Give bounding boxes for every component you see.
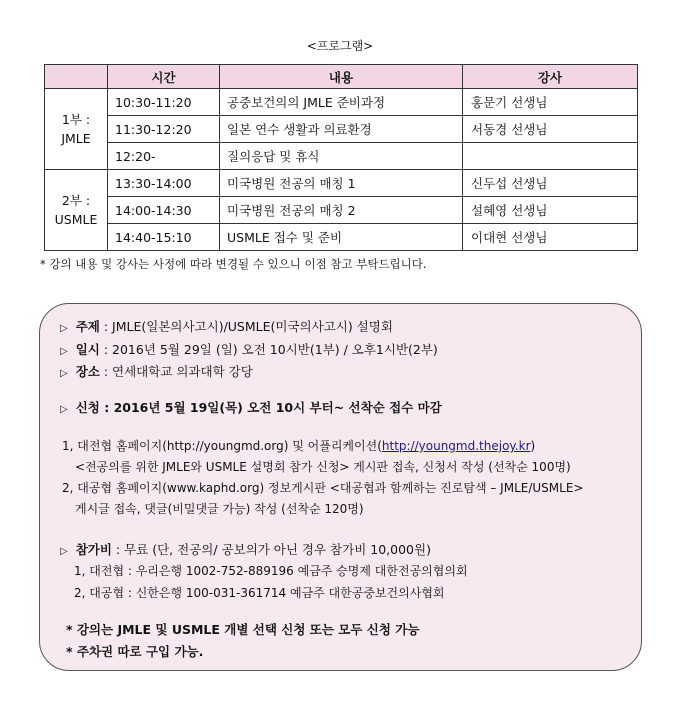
table-row (45, 116, 638, 143)
date-line (60, 340, 438, 358)
part-1-line2: JMLE (61, 131, 91, 146)
event-info-box (39, 303, 642, 671)
fee-account-1: 1, 대전협 : 우리은행 1002-752-889196 예금주 승명제 대한전공의협의회 (74, 564, 468, 578)
header-time: 시간 (108, 65, 220, 89)
teacher-cell: 서동경 선생님 (463, 116, 638, 143)
fee-value: : 무료 (단, 전공의/ 공보의가 아닌 경우 참가비 10,000원) (115, 542, 431, 557)
content-cell: 미국병원 전공의 매칭 1 (220, 170, 463, 197)
time-cell: 12:20- (108, 143, 220, 170)
topic-label: 주제 (75, 319, 100, 334)
apply-value: : 2016년 5월 19일(목) 오전 10시 부터~ 선착순 접수 마감 (104, 400, 442, 415)
apply-method-2-detail: 게시글 접속, 댓글(비밀댓글 가능) 작성 (선착순 120명) (75, 502, 364, 516)
apply-label: 신청 (75, 400, 100, 415)
apply-line (60, 398, 442, 416)
table-row (45, 89, 638, 116)
time-cell: 13:30-14:00 (108, 170, 220, 197)
content-cell: 공중보건의의 JMLE 준비과정 (220, 89, 463, 116)
part-2-line1: 2부 : (61, 193, 91, 208)
apply-app-link[interactable]: http://youngmd.thejoy.kr (381, 439, 531, 453)
fee-label: 참가비 (75, 542, 112, 557)
part-1-line1: 1부 : (61, 112, 91, 127)
triangle-bullet-icon: ▷ (60, 323, 68, 334)
content-cell: 질의응답 및 휴식 (220, 143, 463, 170)
header-teacher: 강사 (463, 65, 638, 89)
teacher-cell: 이대현 선생님 (463, 224, 638, 251)
triangle-bullet-icon: ▷ (60, 404, 68, 415)
program-schedule-table (44, 64, 638, 251)
program-title: <프로그램> (306, 39, 374, 53)
apply-method-2: 2, 대공협 홈페이지(www.kaphd.org) 정보게시판 <대공협과 함께하는 진로탐색 – JMLE/USMLE> (62, 481, 584, 495)
triangle-bullet-icon: ▷ (60, 546, 68, 557)
header-blank (45, 65, 108, 89)
time-cell: 10:30-11:20 (108, 89, 220, 116)
place-value: : 연세대학교 의과대학 강당 (103, 364, 253, 379)
table-row (45, 143, 638, 170)
table-row (45, 224, 638, 251)
fee-line (60, 540, 431, 558)
teacher-cell (463, 143, 638, 170)
teacher-cell: 신두섭 선생님 (463, 170, 638, 197)
apply-method-1-prefix: 1, 대전협 홈페이지(http://youngmd.org) 및 어플리케이션( (62, 439, 382, 453)
table-row (45, 197, 638, 224)
topic-line (60, 317, 393, 335)
place-label: 장소 (75, 364, 100, 379)
table-row (45, 170, 638, 197)
place-line (60, 362, 253, 380)
date-value: : 2016년 5월 29일 (일) 오전 10시반(1부) / 오후1시반(2부) (103, 342, 438, 357)
apply-method-1-detail: <전공의를 위한 JMLE와 USMLE 설명회 참가 신청> 게시판 접속, 신청서 작성 (선착순 100명) (75, 460, 571, 474)
date-label: 일시 (75, 342, 100, 357)
header-content: 내용 (220, 65, 463, 89)
teacher-cell: 홍문기 선생님 (463, 89, 638, 116)
apply-method-1 (62, 437, 535, 454)
triangle-bullet-icon: ▷ (60, 346, 68, 357)
teacher-cell: 설혜영 선생님 (463, 197, 638, 224)
content-cell: USMLE 접수 및 준비 (220, 224, 463, 251)
time-cell: 14:00-14:30 (108, 197, 220, 224)
part-1-cell (45, 89, 108, 170)
content-cell: 일본 연수 생활과 의료환경 (220, 116, 463, 143)
fee-account-2: 2, 대공협 : 신한은행 100-031-361714 예금주 대한공중보건의사협회 (74, 586, 445, 600)
time-cell: 14:40-15:10 (108, 224, 220, 251)
lecture-notice: * 강의는 JMLE 및 USMLE 개별 선택 신청 또는 모두 신청 가능 (66, 622, 420, 637)
topic-value: : JMLE(일본의사고시)/USMLE(미국의사고시) 설명회 (103, 319, 393, 334)
triangle-bullet-icon: ▷ (60, 368, 68, 379)
parking-notice: * 주차권 따로 구입 가능. (66, 644, 204, 659)
part-2-cell (45, 170, 108, 251)
apply-method-1-suffix: ) (530, 439, 536, 453)
content-cell: 미국병원 전공의 매칭 2 (220, 197, 463, 224)
time-cell: 11:30-12:20 (108, 116, 220, 143)
part-2-line2: USMLE (54, 212, 98, 227)
change-notice: * 강의 내용 및 강사는 사정에 따라 변경될 수 있으니 이점 참고 부탁드립니다. (40, 257, 427, 271)
table-header-row (45, 65, 638, 89)
